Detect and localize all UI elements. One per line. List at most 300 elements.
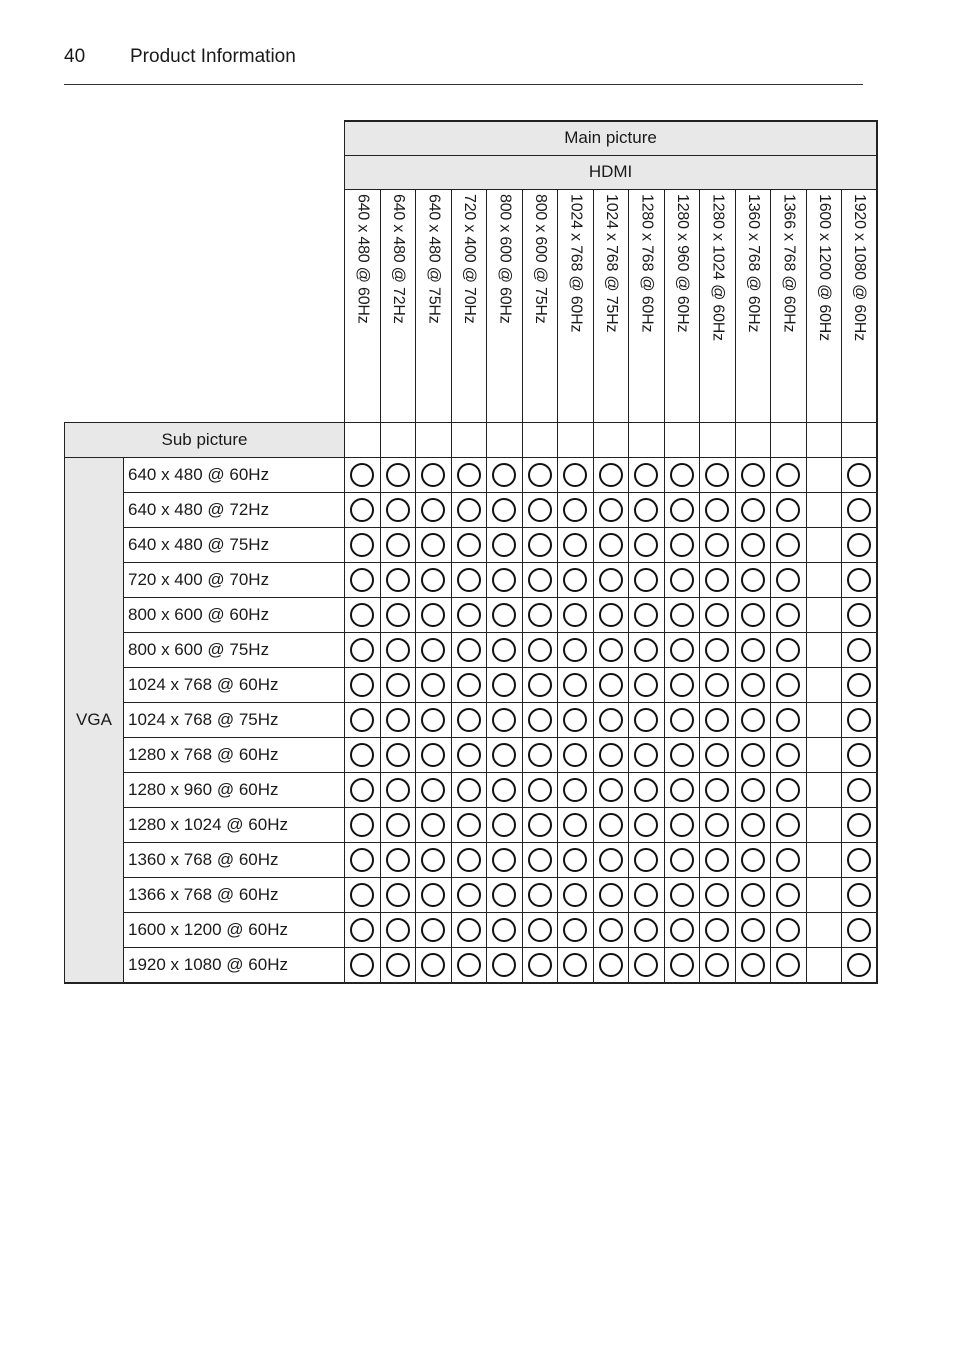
compat-cell: [522, 912, 558, 947]
supported-circle-icon: [528, 953, 552, 977]
supported-circle-icon: [563, 848, 587, 872]
compat-cell: [664, 562, 700, 597]
supported-circle-icon: [421, 953, 445, 977]
compat-cell: [345, 737, 381, 772]
supported-circle-icon: [492, 918, 516, 942]
compat-cell: [735, 807, 771, 842]
table-row: [65, 702, 878, 737]
main-resolution-label: 1920 x 1080 @ 60Hz: [851, 193, 869, 341]
compat-cell: [593, 597, 629, 632]
compat-cell: [806, 667, 842, 702]
compat-cell: [806, 772, 842, 807]
hdmi-header: HDMI: [345, 155, 878, 189]
supported-circle-icon: [634, 848, 658, 872]
table-row: [65, 492, 878, 527]
compat-cell: [451, 457, 487, 492]
supported-circle-icon: [670, 463, 694, 487]
supported-circle-icon: [670, 883, 694, 907]
compat-cell: [735, 877, 771, 912]
empty-cell: [380, 422, 416, 457]
compat-cell: [487, 912, 523, 947]
supported-circle-icon: [528, 568, 552, 592]
supported-circle-icon: [528, 463, 552, 487]
compat-cell: [416, 527, 452, 562]
compat-cell: [593, 632, 629, 667]
supported-circle-icon: [705, 603, 729, 627]
compat-cell: [345, 947, 381, 983]
compat-cell: [522, 772, 558, 807]
compat-cell: [842, 772, 878, 807]
supported-circle-icon: [741, 743, 765, 767]
supported-circle-icon: [741, 708, 765, 732]
supported-circle-icon: [563, 603, 587, 627]
supported-circle-icon: [634, 918, 658, 942]
main-resolution-header: [522, 189, 558, 422]
compat-cell: [593, 527, 629, 562]
compat-cell: [593, 702, 629, 737]
supported-circle-icon: [386, 463, 410, 487]
compat-cell: [451, 562, 487, 597]
table-row: [65, 842, 878, 877]
compat-cell: [771, 807, 807, 842]
supported-circle-icon: [563, 918, 587, 942]
compat-cell: [629, 842, 665, 877]
compat-cell: [735, 912, 771, 947]
compat-cell: [345, 702, 381, 737]
supported-circle-icon: [776, 743, 800, 767]
compat-cell: [451, 702, 487, 737]
supported-circle-icon: [386, 603, 410, 627]
compat-cell: [558, 807, 594, 842]
compat-cell: [345, 562, 381, 597]
supported-circle-icon: [776, 603, 800, 627]
sub-resolution-label: 800 x 600 @ 75Hz: [124, 632, 345, 667]
sub-header-row: [65, 422, 878, 457]
supported-circle-icon: [847, 953, 871, 977]
supported-circle-icon: [386, 673, 410, 697]
compat-cell: [487, 597, 523, 632]
compat-cell: [700, 947, 736, 983]
supported-circle-icon: [528, 778, 552, 802]
empty-cell: [771, 422, 807, 457]
supported-circle-icon: [492, 708, 516, 732]
compat-cell: [451, 807, 487, 842]
compat-cell: [842, 632, 878, 667]
supported-circle-icon: [528, 883, 552, 907]
main-resolution-header: [842, 189, 878, 422]
supported-circle-icon: [386, 813, 410, 837]
main-resolution-header: [558, 189, 594, 422]
supported-circle-icon: [386, 848, 410, 872]
supported-circle-icon: [741, 463, 765, 487]
main-picture-header: Main picture: [345, 121, 878, 155]
supported-circle-icon: [670, 953, 694, 977]
supported-circle-icon: [421, 743, 445, 767]
main-resolution-header: [735, 189, 771, 422]
compat-cell: [380, 527, 416, 562]
main-resolution-label: 800 x 600 @ 75Hz: [531, 193, 549, 324]
supported-circle-icon: [492, 568, 516, 592]
supported-circle-icon: [847, 778, 871, 802]
supported-circle-icon: [705, 568, 729, 592]
supported-circle-icon: [350, 848, 374, 872]
compat-cell: [664, 597, 700, 632]
supported-circle-icon: [350, 953, 374, 977]
compat-cell: [629, 597, 665, 632]
supported-circle-icon: [705, 883, 729, 907]
supported-circle-icon: [634, 463, 658, 487]
compatibility-table: [64, 120, 878, 984]
table-row: [65, 527, 878, 562]
supported-circle-icon: [350, 883, 374, 907]
compat-cell: [487, 632, 523, 667]
supported-circle-icon: [386, 498, 410, 522]
compat-cell: [806, 947, 842, 983]
compat-cell: [593, 772, 629, 807]
compat-cell: [487, 457, 523, 492]
compat-cell: [593, 562, 629, 597]
supported-circle-icon: [847, 813, 871, 837]
compat-cell: [416, 457, 452, 492]
compat-cell: [735, 457, 771, 492]
supported-circle-icon: [847, 638, 871, 662]
compat-cell: [558, 842, 594, 877]
supported-circle-icon: [421, 778, 445, 802]
compat-cell: [380, 737, 416, 772]
supported-circle-icon: [528, 673, 552, 697]
compat-cell: [842, 947, 878, 983]
compat-cell: [664, 702, 700, 737]
supported-circle-icon: [634, 778, 658, 802]
compat-cell: [558, 562, 594, 597]
supported-circle-icon: [670, 743, 694, 767]
compat-cell: [700, 492, 736, 527]
supported-circle-icon: [847, 568, 871, 592]
compat-cell: [806, 632, 842, 667]
compat-cell: [380, 947, 416, 983]
compat-cell: [700, 527, 736, 562]
supported-circle-icon: [528, 603, 552, 627]
supported-circle-icon: [457, 778, 481, 802]
compat-cell: [771, 527, 807, 562]
supported-circle-icon: [457, 463, 481, 487]
table-row: [65, 807, 878, 842]
compat-cell: [487, 667, 523, 702]
compat-cell: [629, 947, 665, 983]
empty-cell: [487, 422, 523, 457]
compat-cell: [345, 597, 381, 632]
compat-cell: [558, 877, 594, 912]
supported-circle-icon: [705, 953, 729, 977]
main-resolution-label: 800 x 600 @ 60Hz: [496, 193, 514, 324]
main-resolution-header: [345, 189, 381, 422]
compat-cell: [629, 667, 665, 702]
compat-cell: [380, 912, 416, 947]
supported-circle-icon: [741, 813, 765, 837]
supported-circle-icon: [847, 708, 871, 732]
supported-circle-icon: [741, 918, 765, 942]
supported-circle-icon: [457, 708, 481, 732]
compat-cell: [664, 807, 700, 842]
compat-cell: [629, 632, 665, 667]
supported-circle-icon: [599, 918, 623, 942]
empty-cell: [735, 422, 771, 457]
compat-cell: [735, 632, 771, 667]
table-row: [65, 737, 878, 772]
empty-cell: [416, 422, 452, 457]
supported-circle-icon: [350, 708, 374, 732]
compat-cell: [593, 877, 629, 912]
compat-cell: [664, 877, 700, 912]
sub-resolution-label: 1360 x 768 @ 60Hz: [124, 842, 345, 877]
vga-label: VGA: [65, 457, 124, 983]
compat-cell: [700, 457, 736, 492]
compat-cell: [771, 702, 807, 737]
compat-cell: [416, 842, 452, 877]
compat-cell: [345, 492, 381, 527]
supported-circle-icon: [563, 743, 587, 767]
empty-cell: [451, 422, 487, 457]
compat-cell: [629, 527, 665, 562]
supported-circle-icon: [634, 498, 658, 522]
compat-cell: [522, 667, 558, 702]
compat-cell: [380, 632, 416, 667]
supported-circle-icon: [705, 638, 729, 662]
supported-circle-icon: [670, 708, 694, 732]
compat-cell: [771, 597, 807, 632]
compat-cell: [345, 807, 381, 842]
compat-cell: [380, 877, 416, 912]
compat-cell: [664, 947, 700, 983]
supported-circle-icon: [634, 638, 658, 662]
empty-cell: [664, 422, 700, 457]
supported-circle-icon: [847, 603, 871, 627]
supported-circle-icon: [350, 603, 374, 627]
compat-cell: [487, 492, 523, 527]
compat-cell: [842, 597, 878, 632]
supported-circle-icon: [599, 778, 623, 802]
supported-circle-icon: [563, 533, 587, 557]
compat-cell: [664, 492, 700, 527]
main-resolution-label: 1280 x 768 @ 60Hz: [638, 193, 656, 332]
sub-resolution-label: 800 x 600 @ 60Hz: [124, 597, 345, 632]
supported-circle-icon: [847, 883, 871, 907]
compat-cell: [700, 842, 736, 877]
compat-cell: [451, 492, 487, 527]
sub-resolution-label: 1280 x 768 @ 60Hz: [124, 737, 345, 772]
compat-cell: [451, 877, 487, 912]
compat-cell: [842, 562, 878, 597]
compat-cell: [416, 737, 452, 772]
supported-circle-icon: [457, 883, 481, 907]
compat-cell: [593, 457, 629, 492]
compat-cell: [558, 947, 594, 983]
supported-circle-icon: [847, 918, 871, 942]
compat-cell: [806, 737, 842, 772]
compat-cell: [558, 667, 594, 702]
compat-cell: [451, 667, 487, 702]
compat-cell: [771, 877, 807, 912]
compat-cell: [380, 702, 416, 737]
supported-circle-icon: [528, 638, 552, 662]
compat-cell: [629, 492, 665, 527]
compat-cell: [416, 492, 452, 527]
sub-resolution-label: 1280 x 960 @ 60Hz: [124, 772, 345, 807]
compat-cell: [380, 667, 416, 702]
empty-cell: [522, 422, 558, 457]
empty-cell: [345, 422, 381, 457]
compat-cell: [629, 877, 665, 912]
main-resolution-label: 640 x 480 @ 75Hz: [425, 193, 443, 324]
supported-circle-icon: [776, 463, 800, 487]
compat-cell: [451, 772, 487, 807]
compat-cell: [771, 947, 807, 983]
supported-circle-icon: [634, 673, 658, 697]
supported-circle-icon: [350, 638, 374, 662]
compat-cell: [416, 772, 452, 807]
supported-circle-icon: [670, 778, 694, 802]
supported-circle-icon: [741, 533, 765, 557]
supported-circle-icon: [492, 813, 516, 837]
compat-cell: [664, 772, 700, 807]
compat-cell: [771, 772, 807, 807]
supported-circle-icon: [457, 743, 481, 767]
supported-circle-icon: [847, 673, 871, 697]
supported-circle-icon: [492, 603, 516, 627]
compat-cell: [664, 632, 700, 667]
supported-circle-icon: [776, 918, 800, 942]
compat-cell: [522, 527, 558, 562]
compat-cell: [558, 632, 594, 667]
supported-circle-icon: [350, 533, 374, 557]
sub-resolution-label: 640 x 480 @ 72Hz: [124, 492, 345, 527]
supported-circle-icon: [386, 953, 410, 977]
supported-circle-icon: [386, 883, 410, 907]
compat-cell: [700, 632, 736, 667]
compat-cell: [842, 807, 878, 842]
supported-circle-icon: [386, 743, 410, 767]
compat-cell: [522, 457, 558, 492]
compat-cell: [700, 702, 736, 737]
compat-cell: [558, 702, 594, 737]
compat-cell: [487, 737, 523, 772]
main-resolution-label: 1280 x 960 @ 60Hz: [673, 193, 691, 332]
blank-corner: [65, 121, 345, 155]
main-resolution-header: [487, 189, 523, 422]
supported-circle-icon: [776, 778, 800, 802]
supported-circle-icon: [386, 778, 410, 802]
main-resolution-label: 1360 x 768 @ 60Hz: [744, 193, 762, 332]
compat-cell: [345, 527, 381, 562]
supported-circle-icon: [421, 848, 445, 872]
main-resolution-label: 1366 x 768 @ 60Hz: [780, 193, 798, 332]
supported-circle-icon: [634, 568, 658, 592]
compat-cell: [416, 562, 452, 597]
compat-cell: [380, 842, 416, 877]
supported-circle-icon: [670, 533, 694, 557]
table-row: [65, 457, 878, 492]
supported-circle-icon: [421, 673, 445, 697]
supported-circle-icon: [847, 498, 871, 522]
compat-cell: [842, 842, 878, 877]
compat-cell: [842, 737, 878, 772]
supported-circle-icon: [634, 953, 658, 977]
supported-circle-icon: [634, 708, 658, 732]
supported-circle-icon: [563, 463, 587, 487]
supported-circle-icon: [776, 568, 800, 592]
supported-circle-icon: [350, 778, 374, 802]
supported-circle-icon: [741, 673, 765, 697]
supported-circle-icon: [421, 533, 445, 557]
main-resolution-header: [451, 189, 487, 422]
compat-cell: [629, 737, 665, 772]
compat-cell: [664, 842, 700, 877]
section-title: Product Information: [130, 46, 296, 67]
supported-circle-icon: [350, 813, 374, 837]
supported-circle-icon: [563, 638, 587, 662]
supported-circle-icon: [705, 918, 729, 942]
supported-circle-icon: [741, 603, 765, 627]
compat-cell: [806, 597, 842, 632]
compat-cell: [487, 947, 523, 983]
compat-cell: [700, 737, 736, 772]
main-resolution-header: [700, 189, 736, 422]
compat-cell: [487, 562, 523, 597]
sub-resolution-label: 640 x 480 @ 60Hz: [124, 457, 345, 492]
compat-cell: [416, 877, 452, 912]
compat-cell: [664, 457, 700, 492]
supported-circle-icon: [457, 848, 481, 872]
supported-circle-icon: [457, 603, 481, 627]
supported-circle-icon: [776, 883, 800, 907]
empty-cell: [558, 422, 594, 457]
compat-cell: [593, 667, 629, 702]
main-resolution-header: [593, 189, 629, 422]
compat-cell: [416, 632, 452, 667]
compat-cell: [700, 877, 736, 912]
compat-cell: [842, 527, 878, 562]
supported-circle-icon: [599, 743, 623, 767]
supported-circle-icon: [670, 918, 694, 942]
supported-circle-icon: [421, 603, 445, 627]
main-resolution-label: 640 x 480 @ 60Hz: [354, 193, 372, 324]
compat-cell: [842, 702, 878, 737]
sub-resolution-label: 1024 x 768 @ 60Hz: [124, 667, 345, 702]
main-resolution-label: 720 x 400 @ 70Hz: [460, 193, 478, 324]
supported-circle-icon: [670, 673, 694, 697]
supported-circle-icon: [563, 673, 587, 697]
compat-cell: [700, 912, 736, 947]
supported-circle-icon: [563, 813, 587, 837]
supported-circle-icon: [457, 673, 481, 697]
compat-cell: [735, 842, 771, 877]
supported-circle-icon: [563, 498, 587, 522]
compat-cell: [451, 842, 487, 877]
compat-cell: [664, 527, 700, 562]
supported-circle-icon: [776, 498, 800, 522]
compat-cell: [416, 912, 452, 947]
compat-cell: [380, 457, 416, 492]
supported-circle-icon: [599, 533, 623, 557]
supported-circle-icon: [492, 533, 516, 557]
main-resolution-label: 1600 x 1200 @ 60Hz: [815, 193, 833, 341]
compat-cell: [593, 737, 629, 772]
supported-circle-icon: [492, 498, 516, 522]
supported-circle-icon: [563, 953, 587, 977]
compat-cell: [842, 457, 878, 492]
compat-cell: [522, 947, 558, 983]
compat-cell: [664, 912, 700, 947]
